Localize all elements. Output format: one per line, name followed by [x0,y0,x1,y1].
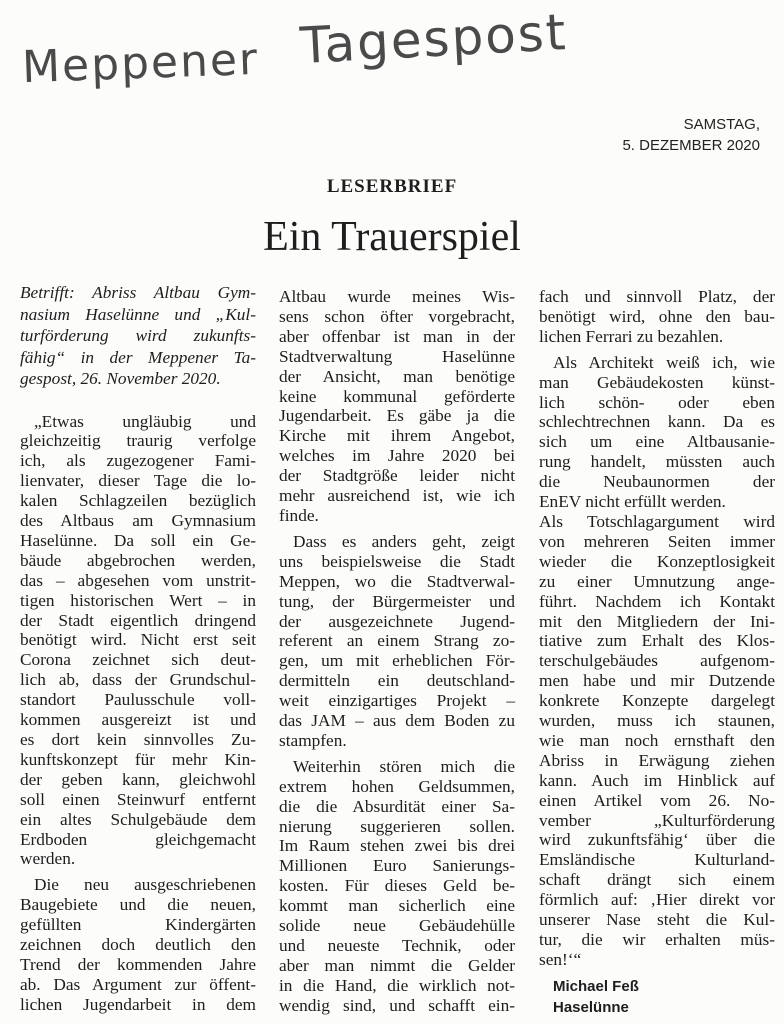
text-line: kommen ausgereizt ist und [20,710,256,730]
handwritten-note-meppener: Meppener [21,33,260,94]
text-line: förmlich auf: ‚Hier direkt vor [539,890,775,910]
text-line: kann. Auch im Hinblick auf [539,770,775,790]
text-line: dermitteln ein deutschland- [279,671,515,691]
text-line: wurden, muss ich staunen, [539,711,775,731]
text-line: men habe und mir Dutzende [539,671,775,691]
text-line: soll einen Steinwurf entfernt [20,789,256,809]
text-line: benötigt wird. Nicht erst seit [20,630,256,650]
text-line: tiative zum Erhalt des Klos- [539,631,775,651]
text-line: tur, die wir erhalten müs- [539,930,775,949]
text-line: einen Artikel vom 26. No- [539,790,775,810]
text-line: führt. Nachdem ich Kontakt [539,591,775,611]
text-line: zeichnen doch deutlich den [20,935,256,955]
intro-line: gespost, 26. November 2020. [20,369,221,388]
text-line: Im Raum stehen zwei bis drei [279,836,515,856]
author-name: Michael Feß [553,977,639,995]
dateline [622,114,760,156]
text-line: Kirche mit ihrem Angebot, [279,426,515,446]
intro-line: turförderung wird zukunfts- [20,326,256,345]
text-line: mit den Mitgliedern der Ini- [539,611,775,631]
text-line: Weiterhin stören mich die [293,756,515,776]
text-line: terschulgebäudes aufgenom- [539,651,775,671]
text-line: es dort kein sinnvolles Zu- [20,730,256,749]
text-line: „Etwas ungläubig und [34,411,256,431]
text-line: schlechtrechnen kann. Da es [539,412,775,432]
article-column-1 [20,282,256,1021]
text-line: und neueste Technik, oder [279,936,515,955]
text-line: ab. Das Argument zur öffent- [20,974,256,994]
text-line: vember „Kulturförderung [539,810,775,830]
text-line: gleichzeitig traurig verfolge [20,431,256,451]
text-line: in die Hand, die wirklich not- [279,975,515,995]
text-line: Baugebiete und die neuen, [20,895,256,915]
text-line: Haselünne. Da soll ein Ge- [20,530,256,550]
text-line: keine kommunal geförderte [279,386,515,406]
text-line: werden. [20,849,76,869]
text-line: Millionen Euro Sanierungs- [279,856,515,876]
text-line: der Ansicht, man benötige [279,366,515,386]
text-line: ich, als zugezogener Fami- [20,451,256,471]
text-line: uns beispielsweise die Stadt [279,551,515,571]
article-paragraph [279,532,515,751]
text-line: sich um eine Altbausanie- [539,432,775,452]
author-signature [539,976,775,1018]
article-reference-intro [20,282,256,390]
text-line: Abriss in Erwägung ziehen [539,750,775,770]
text-line: lienvater, dieser Tage die lo- [20,471,256,491]
text-line: wendig sind, und schafft ein- [279,995,515,1015]
text-line: stampfen. [279,730,347,750]
text-line: kunftskonzept für mehr Kin- [20,749,256,769]
text-line: welches im Jahre 2020 bei [279,446,515,466]
text-line: EnEV nicht erfüllt werden. [539,492,726,512]
text-line: des Altbaus am Gymnasium [20,511,256,531]
text-line: mehr ausreichend ist, wie ich [279,486,515,506]
text-line: Emsländische Kulturland- [539,850,775,870]
text-line: tigen historischen Wert – in [20,590,256,610]
text-line: Altbau wurde meines Wis- [279,287,515,306]
text-line: Als Architekt weiß ich, wie [553,352,775,372]
handwritten-note-tagespost: Tagespost [298,3,569,75]
intro-line: fähig“ in der Meppener Ta- [20,347,256,367]
text-line: benötigt wird, ohne den bau- [539,306,775,326]
text-line: die Neubaunormen der [539,472,775,492]
article-paragraph [539,287,775,347]
text-line: gen, um mit erheblichen För- [279,651,515,671]
text-line: Stadtverwaltung Haselünne [279,346,515,366]
text-line: zu einer Umnutzung ange- [539,571,775,591]
text-line: weit einzigartiges Projekt – [279,691,515,711]
text-line: der ausgezeichnete Jugend- [279,611,515,631]
text-line: lich schön- oder eben [539,392,775,412]
article-column-3 [539,287,775,1018]
text-line: lichen Jugendarbeit in dem [20,994,256,1014]
text-line: aber man nimmt die Gelder [279,955,515,975]
text-line: wird zukunftsfähig‘ über die [539,830,775,850]
text-line: kosten. Für dieses Geld be- [279,876,515,896]
article-paragraph [539,512,775,970]
text-line: lichen Ferrari zu bezahlen. [539,326,724,346]
text-line: bäude abgebrochen werden, [20,550,256,570]
text-line: Die neu ausgeschriebenen [34,875,256,895]
text-line: solide neue Gebäudehülle [279,916,515,936]
text-line: unserer Nase steht die Kul- [539,910,775,930]
text-line: das – abgesehen vom unstrit- [20,570,256,590]
article-paragraph [539,353,775,512]
text-line: Dass es anders geht, zeigt [293,531,515,551]
text-line: tung, der Bürgermeister und [279,591,515,611]
article-paragraph [279,287,515,526]
intro-line: nasium Haselünne und „Kul- [20,304,256,324]
text-line: referent an einem Strang zo- [279,631,515,651]
article-headline: Ein Trauerspiel [263,214,521,260]
text-line: sen!‘“ [539,949,582,969]
text-line: konkrete Konzepte dargelegt [539,691,775,711]
author-place: Haselünne [553,998,629,1016]
intro-line: Betrifft: Abriss Altbau Gym- [20,283,256,302]
text-line: der geben kann, gleichwohl [20,769,256,789]
text-line: Trend der kommenden Jahre [20,954,256,974]
section-kicker: LESERBRIEF [326,176,458,197]
text-line: Meppen, wo die Stadtverwal- [279,571,515,591]
text-line: man Gebäudekosten künst- [539,372,775,392]
text-line: standort Paulusschule voll- [20,690,256,710]
text-line: der Stadt eigentlich dringend [20,610,256,630]
text-line: kommt man sicherlich eine [279,896,515,916]
text-line: das JAM – aus dem Boden zu [279,711,515,731]
text-line: fach und sinnvoll Platz, der [539,287,775,306]
text-line: die die Absurdität einer Sa- [279,796,515,816]
text-line: aber offenbar ist man in der [279,326,515,346]
text-line: gefüllten Kindergärten [20,915,256,935]
text-line: wieder die Konzeptlosigkeit [539,551,775,571]
text-line: kalen Schlagzeilen bezüglich [20,491,256,511]
text-line: lich ab, dass der Grundschul- [20,670,256,690]
text-line: der Stadtgröße leider nicht [279,466,515,486]
text-line: extrem hohen Geldsummen, [279,776,515,796]
dateline-weekday: SAMSTAG, [683,116,760,133]
text-line: sens schon öfter vorgebracht, [279,306,515,326]
text-line: Corona zeichnet sich deut- [20,650,256,670]
article-paragraph [20,412,256,870]
text-line: schaft drängt sich einem [539,870,775,890]
text-line: ein altes Schulgebäude dem [20,809,256,829]
article-paragraph [279,757,515,1016]
text-line: Jugendarbeit. Es gäbe ja die [279,406,515,426]
article-paragraph [20,875,256,1014]
text-line: von mehreren Seiten immer [539,531,775,551]
text-line: nierung suggerieren sollen. [279,816,515,836]
text-line: Als Totschlagargument wird [539,511,775,531]
article-column-2 [279,287,515,1022]
text-line: wie man noch ernsthaft den [539,730,775,750]
dateline-date: 5. DEZEMBER 2020 [622,137,760,154]
text-line: rung handelt, müssten auch [539,452,775,472]
text-line: finde. [279,505,319,525]
text-line: Erdboden gleichgemacht [20,829,256,849]
